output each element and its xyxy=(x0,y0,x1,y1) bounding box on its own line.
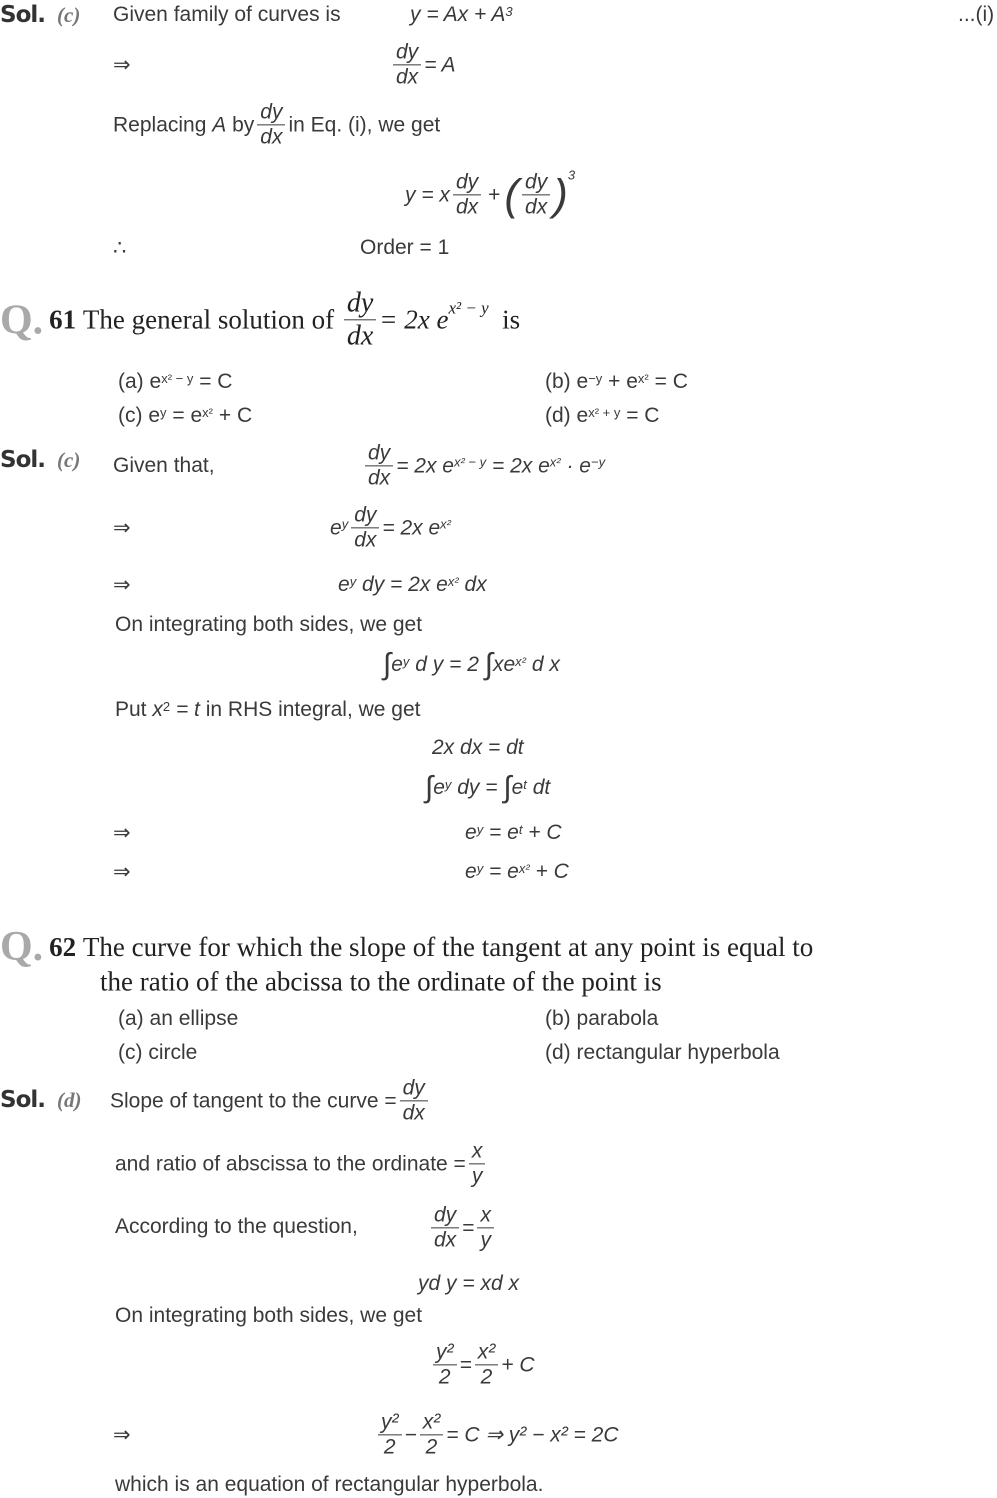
num: dy xyxy=(344,287,376,320)
math: yd y = xd x xyxy=(418,1272,519,1295)
equation xyxy=(428,1203,497,1252)
math: − xyxy=(404,1423,417,1446)
den: 2 xyxy=(425,1435,438,1459)
equation xyxy=(405,167,576,219)
math: = e xyxy=(172,404,203,427)
den: dx xyxy=(402,1101,425,1125)
den: dx xyxy=(455,195,479,219)
text: circle xyxy=(148,1041,198,1064)
option-c xyxy=(118,404,252,428)
label: (c) xyxy=(118,404,143,427)
math-sup: x² − y xyxy=(448,298,489,317)
math: xe xyxy=(492,653,516,676)
num: x xyxy=(469,1139,486,1164)
math: dy = 2x e xyxy=(362,573,448,596)
math: e xyxy=(391,653,403,676)
math-sup: t xyxy=(523,776,527,792)
label: (a) xyxy=(118,1007,144,1030)
num: x² xyxy=(475,1340,499,1365)
question-text: the ratio of the abcissa to the ordinate of the point is xyxy=(100,966,662,997)
implies-symbol xyxy=(113,860,131,885)
math-sup: x² xyxy=(515,653,526,669)
math: y = x xyxy=(405,183,450,206)
text: by xyxy=(232,113,255,136)
math: = e xyxy=(489,860,519,883)
fraction xyxy=(477,1203,494,1252)
fraction xyxy=(420,1410,444,1459)
sol-text: Sol. xyxy=(0,447,45,473)
num: y² xyxy=(433,1340,457,1365)
math: e xyxy=(338,573,350,596)
den: 2 xyxy=(480,1365,493,1389)
fraction xyxy=(351,503,379,552)
math: + C xyxy=(218,404,253,427)
den: dx xyxy=(525,195,548,219)
math-sup: x² xyxy=(447,573,459,589)
implies-symbol xyxy=(113,573,131,598)
math: e xyxy=(330,516,342,539)
math: e xyxy=(465,821,477,844)
den: dx xyxy=(396,65,419,89)
math: e xyxy=(576,370,589,393)
fraction xyxy=(400,1076,428,1125)
fraction xyxy=(365,441,393,490)
question-62-line2 xyxy=(100,967,662,998)
fraction xyxy=(257,100,285,149)
text: Given family of curves is xyxy=(113,3,341,26)
option-d xyxy=(545,1041,780,1065)
therefore-symbol xyxy=(113,236,126,261)
math: = C xyxy=(654,370,688,393)
option-b xyxy=(545,1007,658,1031)
label: (d) xyxy=(545,1041,571,1064)
text-line xyxy=(115,1304,422,1328)
num: x² xyxy=(420,1410,444,1435)
equation xyxy=(338,573,487,597)
math-sup: x² xyxy=(637,370,649,386)
math: = A xyxy=(424,53,456,76)
question-text: The general solution of xyxy=(82,304,335,335)
math-sup: 3 xyxy=(567,167,576,183)
text-line xyxy=(113,100,440,149)
label: (a) xyxy=(118,370,144,393)
math: d x xyxy=(531,653,560,676)
text: and ratio of abscissa to the ordinate = xyxy=(115,1152,466,1175)
equation xyxy=(465,821,562,845)
text-line xyxy=(115,1473,543,1497)
equation xyxy=(410,3,513,27)
question-text: is xyxy=(502,304,521,335)
math: = 2x e xyxy=(491,454,550,477)
fraction xyxy=(475,1340,499,1389)
math: e xyxy=(433,776,445,799)
text: ∴ xyxy=(113,236,127,260)
math-sup: y xyxy=(349,573,357,589)
math-sup: y xyxy=(476,860,484,876)
implies-symbol xyxy=(113,1423,131,1448)
num: x xyxy=(477,1203,494,1228)
math: = 2x e xyxy=(396,454,454,477)
text-line xyxy=(115,1215,358,1239)
math-sup: 2 xyxy=(162,698,171,714)
implies-symbol xyxy=(113,516,131,541)
math-sup: x² − y xyxy=(453,454,487,470)
text: Replacing xyxy=(113,113,207,136)
math: = e xyxy=(489,821,519,844)
equation xyxy=(432,736,524,760)
math: + C xyxy=(528,821,562,844)
math-sup: −y xyxy=(590,454,606,470)
text: an ellipse xyxy=(149,1007,239,1030)
num: dy xyxy=(453,170,481,195)
equation xyxy=(362,441,605,490)
math: = t xyxy=(175,698,200,721)
text: Put xyxy=(115,698,147,721)
equation xyxy=(430,1340,535,1389)
text: ⇒ xyxy=(113,516,131,540)
math: e xyxy=(511,776,524,799)
math: + C xyxy=(501,1353,535,1376)
den: y xyxy=(471,1164,483,1188)
equation xyxy=(375,1410,619,1459)
den: dx xyxy=(346,320,374,352)
option-d xyxy=(545,404,659,428)
text: ⇒ xyxy=(113,860,131,884)
integral-symbol: ∫ xyxy=(503,771,512,804)
integral-symbol: ∫ xyxy=(484,648,493,681)
den: 2 xyxy=(438,1365,451,1389)
den: 2 xyxy=(383,1435,396,1459)
den: y xyxy=(480,1228,491,1252)
answer-option: (d) xyxy=(57,1087,82,1112)
math: dt xyxy=(532,776,551,799)
math-sup: x² xyxy=(440,516,452,532)
question-text: The curve for which the slope of the tangent at any point is equal to xyxy=(82,931,814,962)
equation xyxy=(383,648,560,682)
math: = 2x e xyxy=(382,516,441,539)
fraction xyxy=(378,1410,402,1459)
math-sup: x² xyxy=(549,454,561,470)
den: dx xyxy=(368,466,391,490)
sol-text: Sol. xyxy=(0,1087,45,1113)
integral-symbol: ∫ xyxy=(425,771,434,804)
text: Given that, xyxy=(113,454,215,477)
text: ⇒ xyxy=(113,53,131,77)
question-mark: Q. xyxy=(0,297,44,343)
math: e xyxy=(149,370,162,393)
text-line xyxy=(115,698,421,722)
math: + e xyxy=(608,370,638,393)
paren: ( xyxy=(504,170,520,219)
fraction xyxy=(453,170,481,219)
math-sup: x² + y xyxy=(588,404,621,420)
math-sup: y xyxy=(444,776,452,792)
math: + C xyxy=(535,860,569,883)
math: e xyxy=(465,860,477,883)
text-line xyxy=(113,3,341,27)
text: ⇒ xyxy=(113,573,131,597)
text: ...(i) xyxy=(958,3,995,26)
label: (c) xyxy=(118,1041,143,1064)
den: dx xyxy=(260,125,283,149)
math: x xyxy=(152,698,163,721)
option-b xyxy=(545,370,688,394)
math: = C xyxy=(626,404,660,427)
fraction xyxy=(469,1139,486,1188)
fraction xyxy=(431,1203,459,1252)
math: = 2x e xyxy=(379,304,449,335)
math: = xyxy=(462,1216,475,1239)
den: dx xyxy=(354,528,377,552)
math-sup: 3 xyxy=(505,3,513,19)
text: parabola xyxy=(576,1007,659,1030)
math: = C ⇒ y² − x² = 2C xyxy=(446,1423,619,1447)
text: Order = 1 xyxy=(360,236,450,259)
text: in Eq. (i), we get xyxy=(288,113,441,136)
answer-option: (c) xyxy=(57,2,81,27)
math-sup: t xyxy=(518,821,523,837)
text-line xyxy=(115,613,422,637)
num: dy xyxy=(257,100,285,125)
fraction xyxy=(433,1340,457,1389)
math: e xyxy=(576,404,589,427)
math-sup: y xyxy=(160,404,167,420)
text-line xyxy=(110,1076,431,1125)
text: On integrating both sides, we get xyxy=(115,1304,423,1327)
text-line xyxy=(113,454,215,478)
implies-symbol xyxy=(113,53,131,78)
fraction xyxy=(522,170,550,219)
math: e xyxy=(148,404,161,427)
integral-symbol: ∫ xyxy=(383,648,392,681)
num: y² xyxy=(378,1410,402,1435)
label: (b) xyxy=(545,370,571,393)
question-62 xyxy=(0,923,813,971)
math: d y = 2 xyxy=(415,653,479,676)
implies-symbol xyxy=(113,821,131,846)
equation xyxy=(465,860,569,884)
answer-option: (c) xyxy=(57,447,81,472)
equation xyxy=(425,771,550,805)
question-number: 62 xyxy=(49,931,77,962)
equation xyxy=(360,236,449,260)
equation xyxy=(330,503,451,552)
math-sup: −y xyxy=(588,370,603,386)
math-sup: y xyxy=(402,653,410,669)
option-c xyxy=(118,1041,197,1065)
math: + xyxy=(488,183,501,206)
label: (b) xyxy=(545,1007,571,1030)
equation xyxy=(418,1272,519,1296)
text: rectangular hyperbola xyxy=(576,1041,780,1064)
math: 2x dx = dt xyxy=(432,736,524,759)
question-number: 61 xyxy=(49,304,77,335)
label: (d) xyxy=(545,404,571,427)
text: According to the question, xyxy=(115,1215,358,1238)
text-line xyxy=(115,1139,488,1188)
text: On integrating both sides, we get xyxy=(115,613,423,636)
text: which is an equation of rectangular hyperbola. xyxy=(115,1473,544,1496)
sol-text: Sol. xyxy=(0,2,45,28)
math: A xyxy=(212,113,227,136)
math-sup: y xyxy=(341,516,349,532)
math-sup: y xyxy=(476,821,484,837)
num: dy xyxy=(351,503,379,528)
solution-label xyxy=(0,2,80,28)
equation-ref xyxy=(958,3,994,27)
num: dy xyxy=(365,441,393,466)
math: · e xyxy=(566,454,591,477)
question-61 xyxy=(0,287,520,352)
math: y = Ax + A xyxy=(410,3,506,26)
solution-label xyxy=(0,1087,82,1113)
math: dy = xyxy=(457,776,498,799)
option-a xyxy=(118,1007,238,1031)
math-sup: x² − y xyxy=(161,370,194,386)
fraction xyxy=(344,287,376,352)
solution-label xyxy=(0,447,80,473)
fraction xyxy=(393,40,421,89)
num: dy xyxy=(431,1203,459,1228)
text: Slope of tangent to the curve = xyxy=(110,1089,397,1112)
math-sup: x² xyxy=(518,860,530,876)
question-mark: Q. xyxy=(0,924,44,970)
text: in RHS integral, we get xyxy=(205,698,421,721)
num: dy xyxy=(400,1076,428,1101)
paren: ) xyxy=(553,170,568,219)
equation xyxy=(390,40,456,89)
text: ⇒ xyxy=(113,821,131,845)
num: dy xyxy=(393,40,421,65)
math: = xyxy=(459,1353,472,1376)
den: dx xyxy=(434,1228,457,1252)
math: dx xyxy=(464,573,487,596)
num: dy xyxy=(522,170,550,195)
math: = C xyxy=(199,370,233,393)
option-a xyxy=(118,370,232,394)
text: ⇒ xyxy=(113,1423,131,1447)
math-sup: x² xyxy=(202,404,213,420)
